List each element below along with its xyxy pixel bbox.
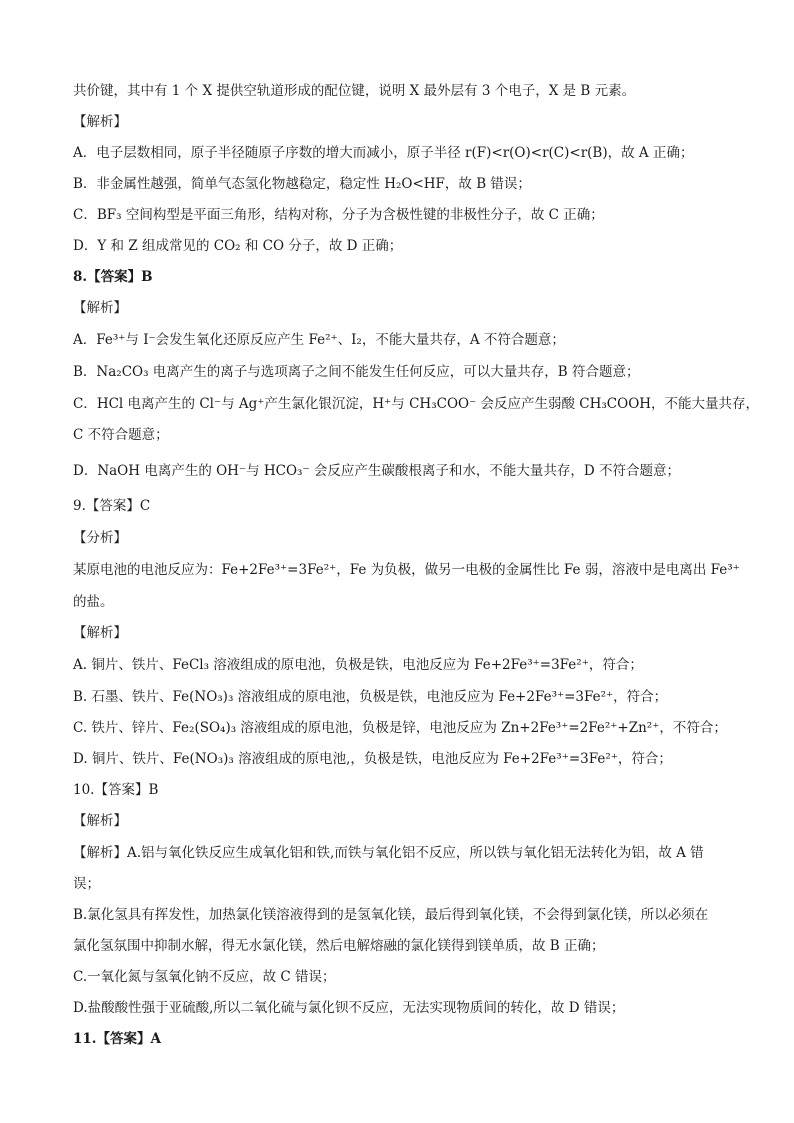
text-line: D. 铜片、铁片、Fe(NO₃)₃ 溶液组成的原电池,，负极是铁，电池反应为 Fe+2Fe³⁺=3Fe²⁺，符合； bbox=[73, 751, 672, 767]
text-line: D．NaOH 电离产生的 OH⁻与 HCO₃⁻ 会反应产生碳酸根离子和水，不能大量共存，D 不符合题意； bbox=[73, 463, 680, 479]
text-line: 的盐。 bbox=[73, 594, 114, 610]
text-line: 某原电池的电池反应为：Fe+2Fe³⁺=3Fe²⁺，Fe 为负极，做另一电极的金属性比 Fe 弱，溶液中是电离出 Fe³⁺ bbox=[73, 562, 740, 578]
text-line: A．电子层数相同，原子半径随原子序数的增大而减小，原子半径 r(F)<r(O)<r(C)<r(B)，故 A 正确； bbox=[73, 145, 694, 161]
text-line: A. 铜片、铁片、FeCl₃ 溶液组成的原电池，负极是铁，电池反应为 Fe+2Fe³⁺=3Fe²⁺，符合； bbox=[73, 657, 643, 673]
section-heading: 【解析】 bbox=[73, 813, 127, 829]
answer-heading: 8.【答案】B bbox=[73, 269, 153, 285]
text-line: B. 石墨、铁片、Fe(NO₃)₃ 溶液组成的原电池，负极是铁，电池反应为 Fe+2Fe³⁺=3Fe²⁺，符合； bbox=[73, 689, 668, 705]
text-line: C．BF₃ 空间构型是平面三角形，结构对称，分子为含极性键的非极性分子，故 C 正确； bbox=[73, 207, 604, 223]
text-line: C．HCl 电离产生的 Cl⁻与 Ag⁺产生氯化银沉淀，H⁺与 CH₃COO⁻ 会反应产生弱酸 CH₃COOH，不能大量共存， bbox=[73, 396, 760, 412]
answer-heading: 9.【答案】C bbox=[73, 498, 151, 514]
section-heading: 【分析】 bbox=[73, 530, 127, 546]
text-line: C.一氧化氮与氢氧化钠不反应，故 C 错误； bbox=[73, 969, 336, 985]
section-heading: 【解析】 bbox=[73, 114, 127, 130]
text-line: C. 铁片、锌片、Fe₂(SO₄)₃ 溶液组成的原电池，负极是锌，电池反应为 Zn+2Fe³⁺=2Fe²⁺+Zn²⁺，不符合； bbox=[73, 720, 727, 736]
text-line: B．非金属性越强，简单气态氢化物越稳定，稳定性 H₂O<HF，故 B 错误； bbox=[73, 176, 531, 192]
text-line: B．Na₂CO₃ 电离产生的离子与选项离子之间不能发生任何反应，可以大量共存，B 符合题意； bbox=[73, 364, 640, 380]
text-line: C 不符合题意； bbox=[73, 427, 169, 443]
text-line: B.氯化氢具有挥发性，加热氯化镁溶液得到的是氢氧化镁，最后得到氧化镁，不会得到氯化镁，所以必须在 bbox=[73, 907, 709, 923]
section-heading: 【解析】 bbox=[73, 625, 127, 641]
text-line: 【解析】A.铝与氧化铁反应生成氧化铝和铁,而铁与氧化铝不反应，所以铁与氧化铝无法转化为铝，故 A 错 bbox=[73, 845, 704, 861]
text-line: 误； bbox=[73, 876, 100, 892]
answer-heading: 10.【答案】B bbox=[73, 782, 159, 798]
text-line: 氯化氢氛围中抑制水解，得无水氯化镁，然后电解熔融的氯化镁得到镁单质，故 B 正确； bbox=[73, 938, 605, 954]
text-line: A．Fe³⁺与 I⁻会发生氧化还原反应产生 Fe²⁺、I₂，不能大量共存，A 不符合题意； bbox=[73, 332, 565, 348]
text-line: D.盐酸酸性强于亚硫酸,所以二氧化硫与氯化钡不反应，无法实现物质间的转化，故 D 错误； bbox=[73, 1000, 625, 1016]
answer-heading: 11.【答案】A bbox=[73, 1031, 161, 1047]
section-heading: 【解析】 bbox=[73, 300, 127, 316]
text-line: D．Y 和 Z 组成常见的 CO₂ 和 CO 分子，故 D 正确； bbox=[73, 238, 403, 254]
text-line: 共价键，其中有 1 个 X 提供空轨道形成的配位键，说明 X 最外层有 3 个电子，X 是 B 元素。 bbox=[73, 83, 636, 99]
